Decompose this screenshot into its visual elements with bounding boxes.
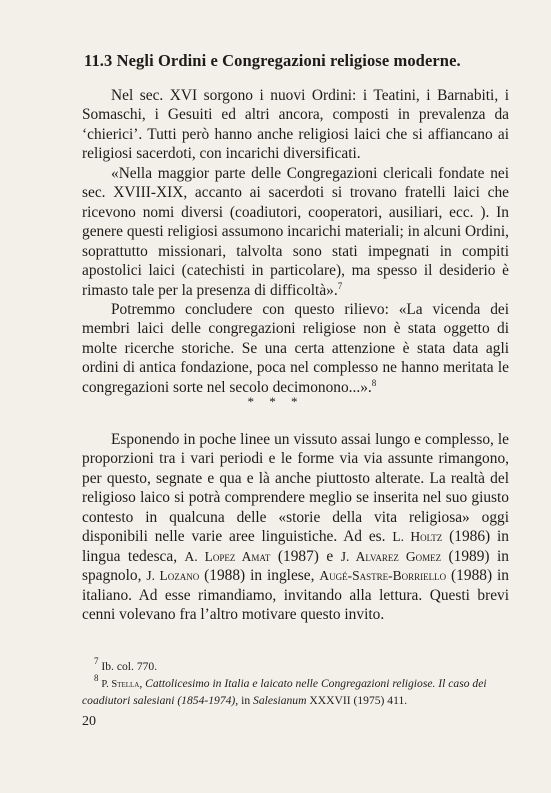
paragraph (82, 86, 509, 164)
paragraph-text: (1988) in italiano. Ad esse rimandiamo, invitando alla lettura. Questi brevi cenni volevano fra l’altro motivare questo invito. (82, 567, 509, 624)
paragraph-text: Esponendo in poche linee un vissuto assai lungo e complesso, le proporzioni tra i vari periodi e le forme via via assunte rimangono, per questo, segnate e qua e là anche piuttosto alterate. La realtà del religioso laico si potrà comprendere meglio se inserita nel suo giusto contesto in qualcuna delle «storie della vita religiosa» oggi disponibili nelle varie aree linguistiche. Ad es. (82, 431, 509, 546)
paragraph-text: (1989) in spagnolo, (82, 547, 509, 585)
author-name: J. Alvarez Gomez (340, 548, 442, 564)
author-name: J. Lozano (146, 568, 200, 584)
footnote-text: Ib. col. 770. (98, 660, 158, 673)
paragraph-text: (1987) e (270, 547, 341, 565)
paragraph (82, 430, 509, 625)
footnote-ref[interactable]: 8 (371, 377, 377, 388)
footnote-text: , in (235, 694, 254, 707)
footnote-title: Cattolicesimo in Italia e laicato nelle Congregazioni religiose. Il caso dei coadiutori salesiani (1854-1974) (82, 677, 487, 707)
paragraph-quote (82, 164, 509, 300)
author-name: A. Lopez Amat (184, 548, 271, 564)
author-name: L. Holtz (392, 529, 443, 545)
paragraph-text: (1988) in inglese, (199, 567, 320, 585)
footnote-number: 7 (94, 656, 99, 666)
paragraph-text: «Nella maggior parte delle Congregazioni clericali fondate nei sec. XVIII-XIX, accanto ai sacerdoti si trovano fratelli laici che ricevono nomi diversi (coadiutori, cooperatori, ausiliari, ecc. ). In genere questi religiosi assumono incarichi materiali; in alcuni Ordini, soprattutto missionari, talvolta sono stati impegnati in compiti apostolici laici (catechisti in particolare), ma spesso il desiderio è rimasto tale per la presenza di difficoltà». (82, 164, 509, 299)
paragraph-text: Nel sec. XVI sorgono i nuovi Ordini: i Teatini, i Barnabiti, i Somaschi, i Gesuiti ed altri ancora, composti in prevalenza da ‘chierici’. Tutti però hanno anche religiosi laici che si affiancano ai religiosi sacerdoti, con incarichi diversificati. (82, 87, 509, 163)
footnote-number: 8 (94, 673, 99, 683)
footnote-7 (94, 656, 524, 675)
footnote-8 (82, 673, 512, 709)
author-name: Augé-Sastre-Borriello (319, 568, 447, 584)
footnote-author: P. Stella (101, 679, 140, 690)
footnote-text: XXXVII (1975) 411. (306, 694, 408, 707)
paragraph-text: Potremmo concludere con questo rilievo: «La vicenda dei membri laici delle congregazioni religiose non è stata oggetto di molte ricerche storiche. Se una certa attenzione è stata data agli ordini di antica fondazione, poca nel complesso ne hanno meritata le congregazioni sorte nel secolo decimonono...». (82, 300, 509, 396)
footnote-journal: Salesianum (253, 694, 307, 707)
page-number: 20 (82, 714, 96, 729)
section-heading: 11.3 Negli Ordini e Congregazioni religiose moderne. (84, 51, 461, 70)
section-body (82, 86, 509, 397)
footnote-text: , (139, 677, 146, 690)
closing-section (82, 430, 509, 625)
paragraph-text: (1986) in lingua tedesca, (82, 528, 509, 565)
paragraph-conclusion (82, 300, 509, 397)
footnote-ref[interactable]: 7 (337, 280, 343, 291)
section-separator: * * * (247, 394, 304, 409)
